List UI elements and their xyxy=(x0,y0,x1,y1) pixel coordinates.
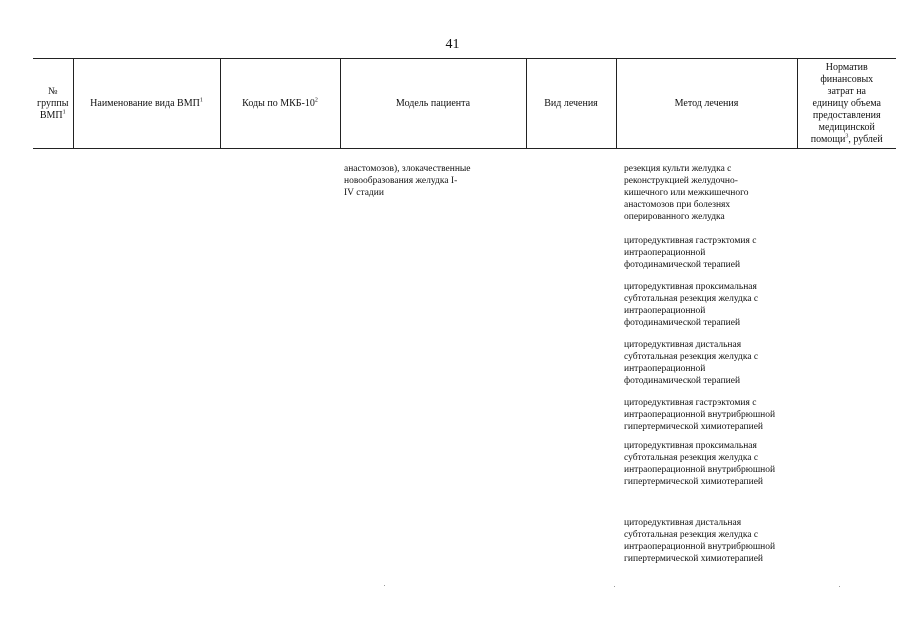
header-treatment-method: Метод лечения xyxy=(616,59,797,149)
header-group-number xyxy=(33,59,73,149)
table-header xyxy=(33,58,896,149)
header-cost-standard xyxy=(797,59,896,149)
page-number: 41 xyxy=(445,37,460,52)
method-item: циторедуктивная гастрэктомия с интраоперационной внутрибрюшной гипертермической химиотерапией xyxy=(624,398,776,432)
footnote-mark: 1 xyxy=(62,109,66,116)
method-item: резекция культи желудка с реконструкцией желудочно- кишечного или межкишечного анастомозов при болезнях оперированного желудка xyxy=(624,164,749,222)
scan-speck xyxy=(614,586,615,587)
method-item: циторедуктивная проксимальная субтотальная резекция желудка с интраоперационной внутрибрюшной гипертермической химиотерапией xyxy=(624,441,776,487)
header-vmp-name xyxy=(73,59,220,149)
header-group-number-text: № группы ВМП xyxy=(37,85,69,121)
scan-speck xyxy=(384,585,385,586)
header-treatment-type: Вид лечения xyxy=(526,59,616,149)
method-item: циторедуктивная гастрэктомия с интраоперационной фотодинамической терапией xyxy=(624,236,757,270)
patient-model-cell: анастомозов), злокачественные новообразования желудка I- IV стадии xyxy=(344,164,471,198)
method-item: циторедуктивная дистальная субтотальная резекция желудка с интраоперационной внутрибрюшной гипертермической химиотерапией xyxy=(624,518,776,564)
method-item: циторедуктивная дистальная субтотальная резекция желудка с интраоперационной фотодинамической терапией xyxy=(624,340,759,386)
header-cost-standard-text: Норматив финансовых затрат на единицу объема предоставления медицинской помощи xyxy=(810,61,881,145)
header-icd-codes xyxy=(220,59,340,149)
header-patient-model: Модель пациента xyxy=(340,59,526,149)
footnote-mark: 3 xyxy=(845,133,849,140)
method-item: циторедуктивная проксимальная субтотальная резекция желудка с интраоперационной фотодинамической терапией xyxy=(624,282,759,328)
scan-speck xyxy=(839,586,840,587)
header-vmp-name-text: Наименование вида ВМП xyxy=(90,97,200,109)
footnote-mark: 2 xyxy=(314,97,318,104)
header-cost-standard-unit: , рублей xyxy=(848,133,883,145)
footnote-mark: 1 xyxy=(199,97,203,104)
header-icd-codes-text: Коды по МКБ-10 xyxy=(242,97,315,109)
